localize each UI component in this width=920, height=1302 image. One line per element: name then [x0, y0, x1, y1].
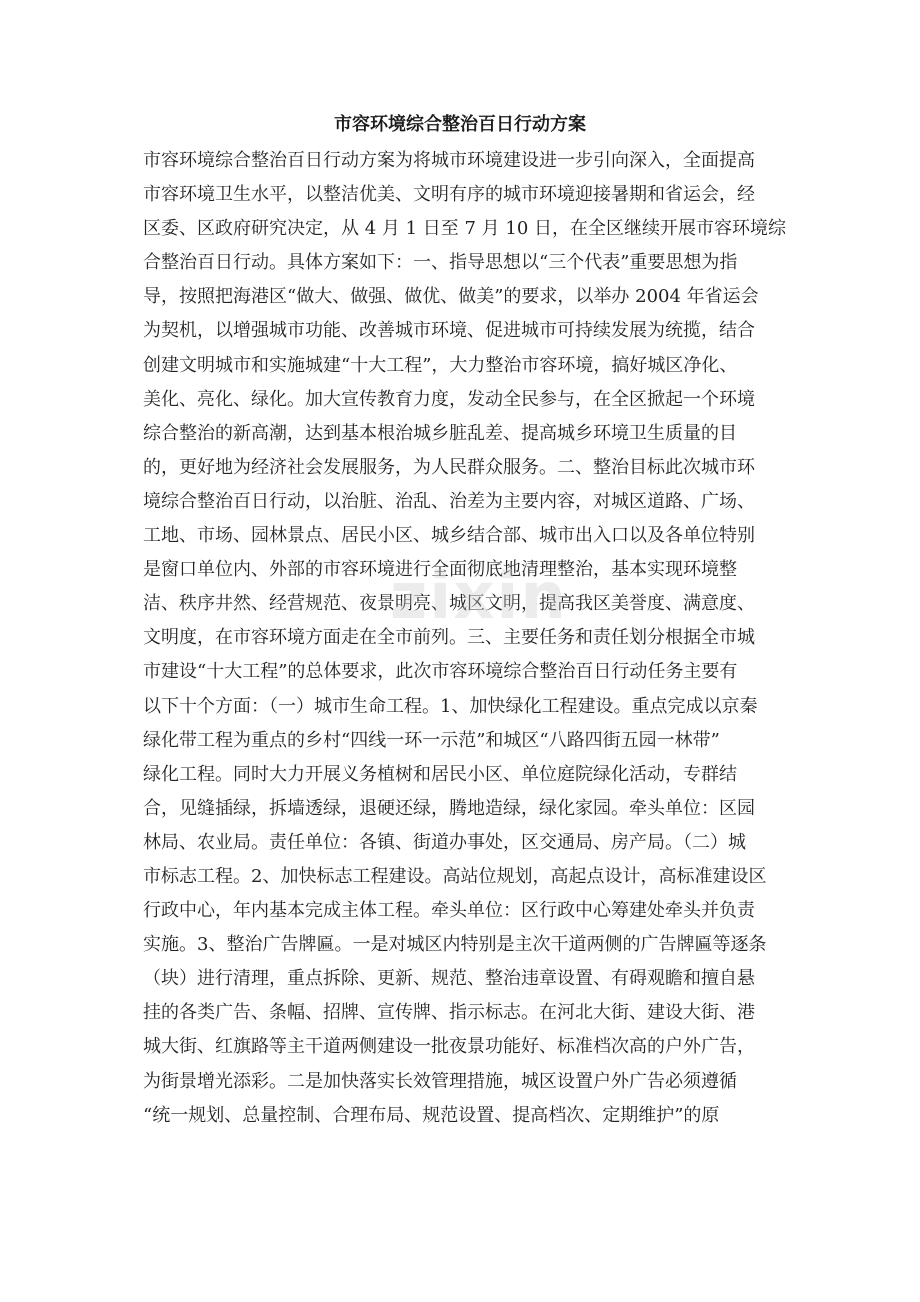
- body-line: 行政中心，年内基本完成主体工程。牵头单位：区行政中心筹建处牵头并负责: [143, 900, 755, 922]
- body-line: 实施。3、整治广告牌匾。一是对城区内特别是主次干道两侧的广告牌匾等逐条: [143, 934, 767, 956]
- body-line: 绿化工程。同时大力开展义务植树和居民小区、单位庭院绿化活动，专群结: [143, 763, 737, 785]
- body-line: 市容环境卫生水平，以整洁优美、文明有序的城市环境迎接暑期和省运会，经: [143, 184, 755, 206]
- body-line: 城大街、红旗路等主干道两侧建设一批夜景功能好、标准档次高的户外广告，: [143, 1036, 755, 1058]
- body-line: 合整治百日行动。具体方案如下：一、指导思想以“三个代表”重要思想为指: [143, 252, 738, 274]
- body-line: 为街景增光添彩。二是加快落实长效管理措施，城区设置户外广告必须遵循: [143, 1070, 737, 1092]
- body-line: 美化、亮化、绿化。加大宣传教育力度，发动全民参与，在全区掀起一个环境: [143, 388, 755, 410]
- body-line: 挂的各类广告、条幅、招牌、宣传牌、指示标志。在河北大街、建设大街、港: [143, 1002, 755, 1024]
- body-line: 工地、市场、园林景点、居民小区、城乡结合部、城市出入口以及各单位特别: [143, 525, 755, 547]
- body-line: 为契机，以增强城市功能、改善城市环境、促进城市可持续发展为统揽，结合: [143, 320, 755, 342]
- body-line: 市容环境综合整治百日行动方案为将城市环境建设进一步引向深入，全面提高: [143, 150, 755, 171]
- body-line: 综合整治的新高潮，达到基本根治城乡脏乱差、提高城乡环境卫生质量的目: [143, 422, 737, 444]
- body-line: 市标志工程。2、加快标志工程建设。高站位规划，高起点设计，高标准建设区: [143, 865, 767, 887]
- body-line: 林局、农业局。责任单位：各镇、街道办事处，区交通局、房产局。（二）城: [143, 831, 746, 853]
- body-line: 创建文明城市和实施城建“十大工程”，大力整治市容环境，搞好城区净化、: [143, 354, 738, 376]
- body-line: 是窗口单位内、外部的市容环境进行全面彻底地清理整治，基本实现环境整: [143, 559, 737, 581]
- body-line: 文明度，在市容环境方面走在全市前列。三、主要任务和责任划分根据全市城: [143, 627, 755, 649]
- body-line: 合，见缝插绿，拆墙透绿，退硬还绿，腾地造绿，绿化家园。牵头单位：区园: [143, 797, 755, 819]
- body-line: “统一规划、总量控制、合理布局、规范设置、提高档次、定期维护”的原: [143, 1104, 720, 1126]
- document-title: 市容环境综合整治百日行动方案: [334, 114, 586, 135]
- body-line: 市建设“十大工程”的总体要求，此次市容环境综合整治百日行动任务主要有: [143, 661, 738, 683]
- body-line: 区委、区政府研究决定，从 4 月 1 日至 7 月 10 日，在全区继续开展市容环境综: [143, 218, 787, 240]
- body-line: （块）进行清理，重点拆除、更新、规范、整治违章设置、有碍观瞻和擅自悬: [143, 968, 755, 990]
- body-line: 导，按照把海港区“做大、做强、做优、做美”的要求，以举办 2004 年省运会: [143, 286, 759, 308]
- body-line: 洁、秩序井然、经营规范、夜景明亮、城区文明，提高我区美誉度、满意度、: [143, 593, 755, 615]
- watermark: zixin: [390, 560, 568, 634]
- body-line: 绿化带工程为重点的乡村“四线一环一示范”和城区“八路四街五园一林带”: [143, 729, 720, 751]
- document-body: [143, 144, 787, 1133]
- body-line: 境综合整治百日行动，以治脏、治乱、治差为主要内容，对城区道路、广场、: [143, 490, 755, 512]
- body-line: 以下十个方面：（一）城市生命工程。1、加快绿化工程建设。重点完成以京秦: [143, 695, 758, 717]
- body-line: 的，更好地为经济社会发展服务，为人民群众服务。二、整治目标此次城市环: [143, 456, 755, 478]
